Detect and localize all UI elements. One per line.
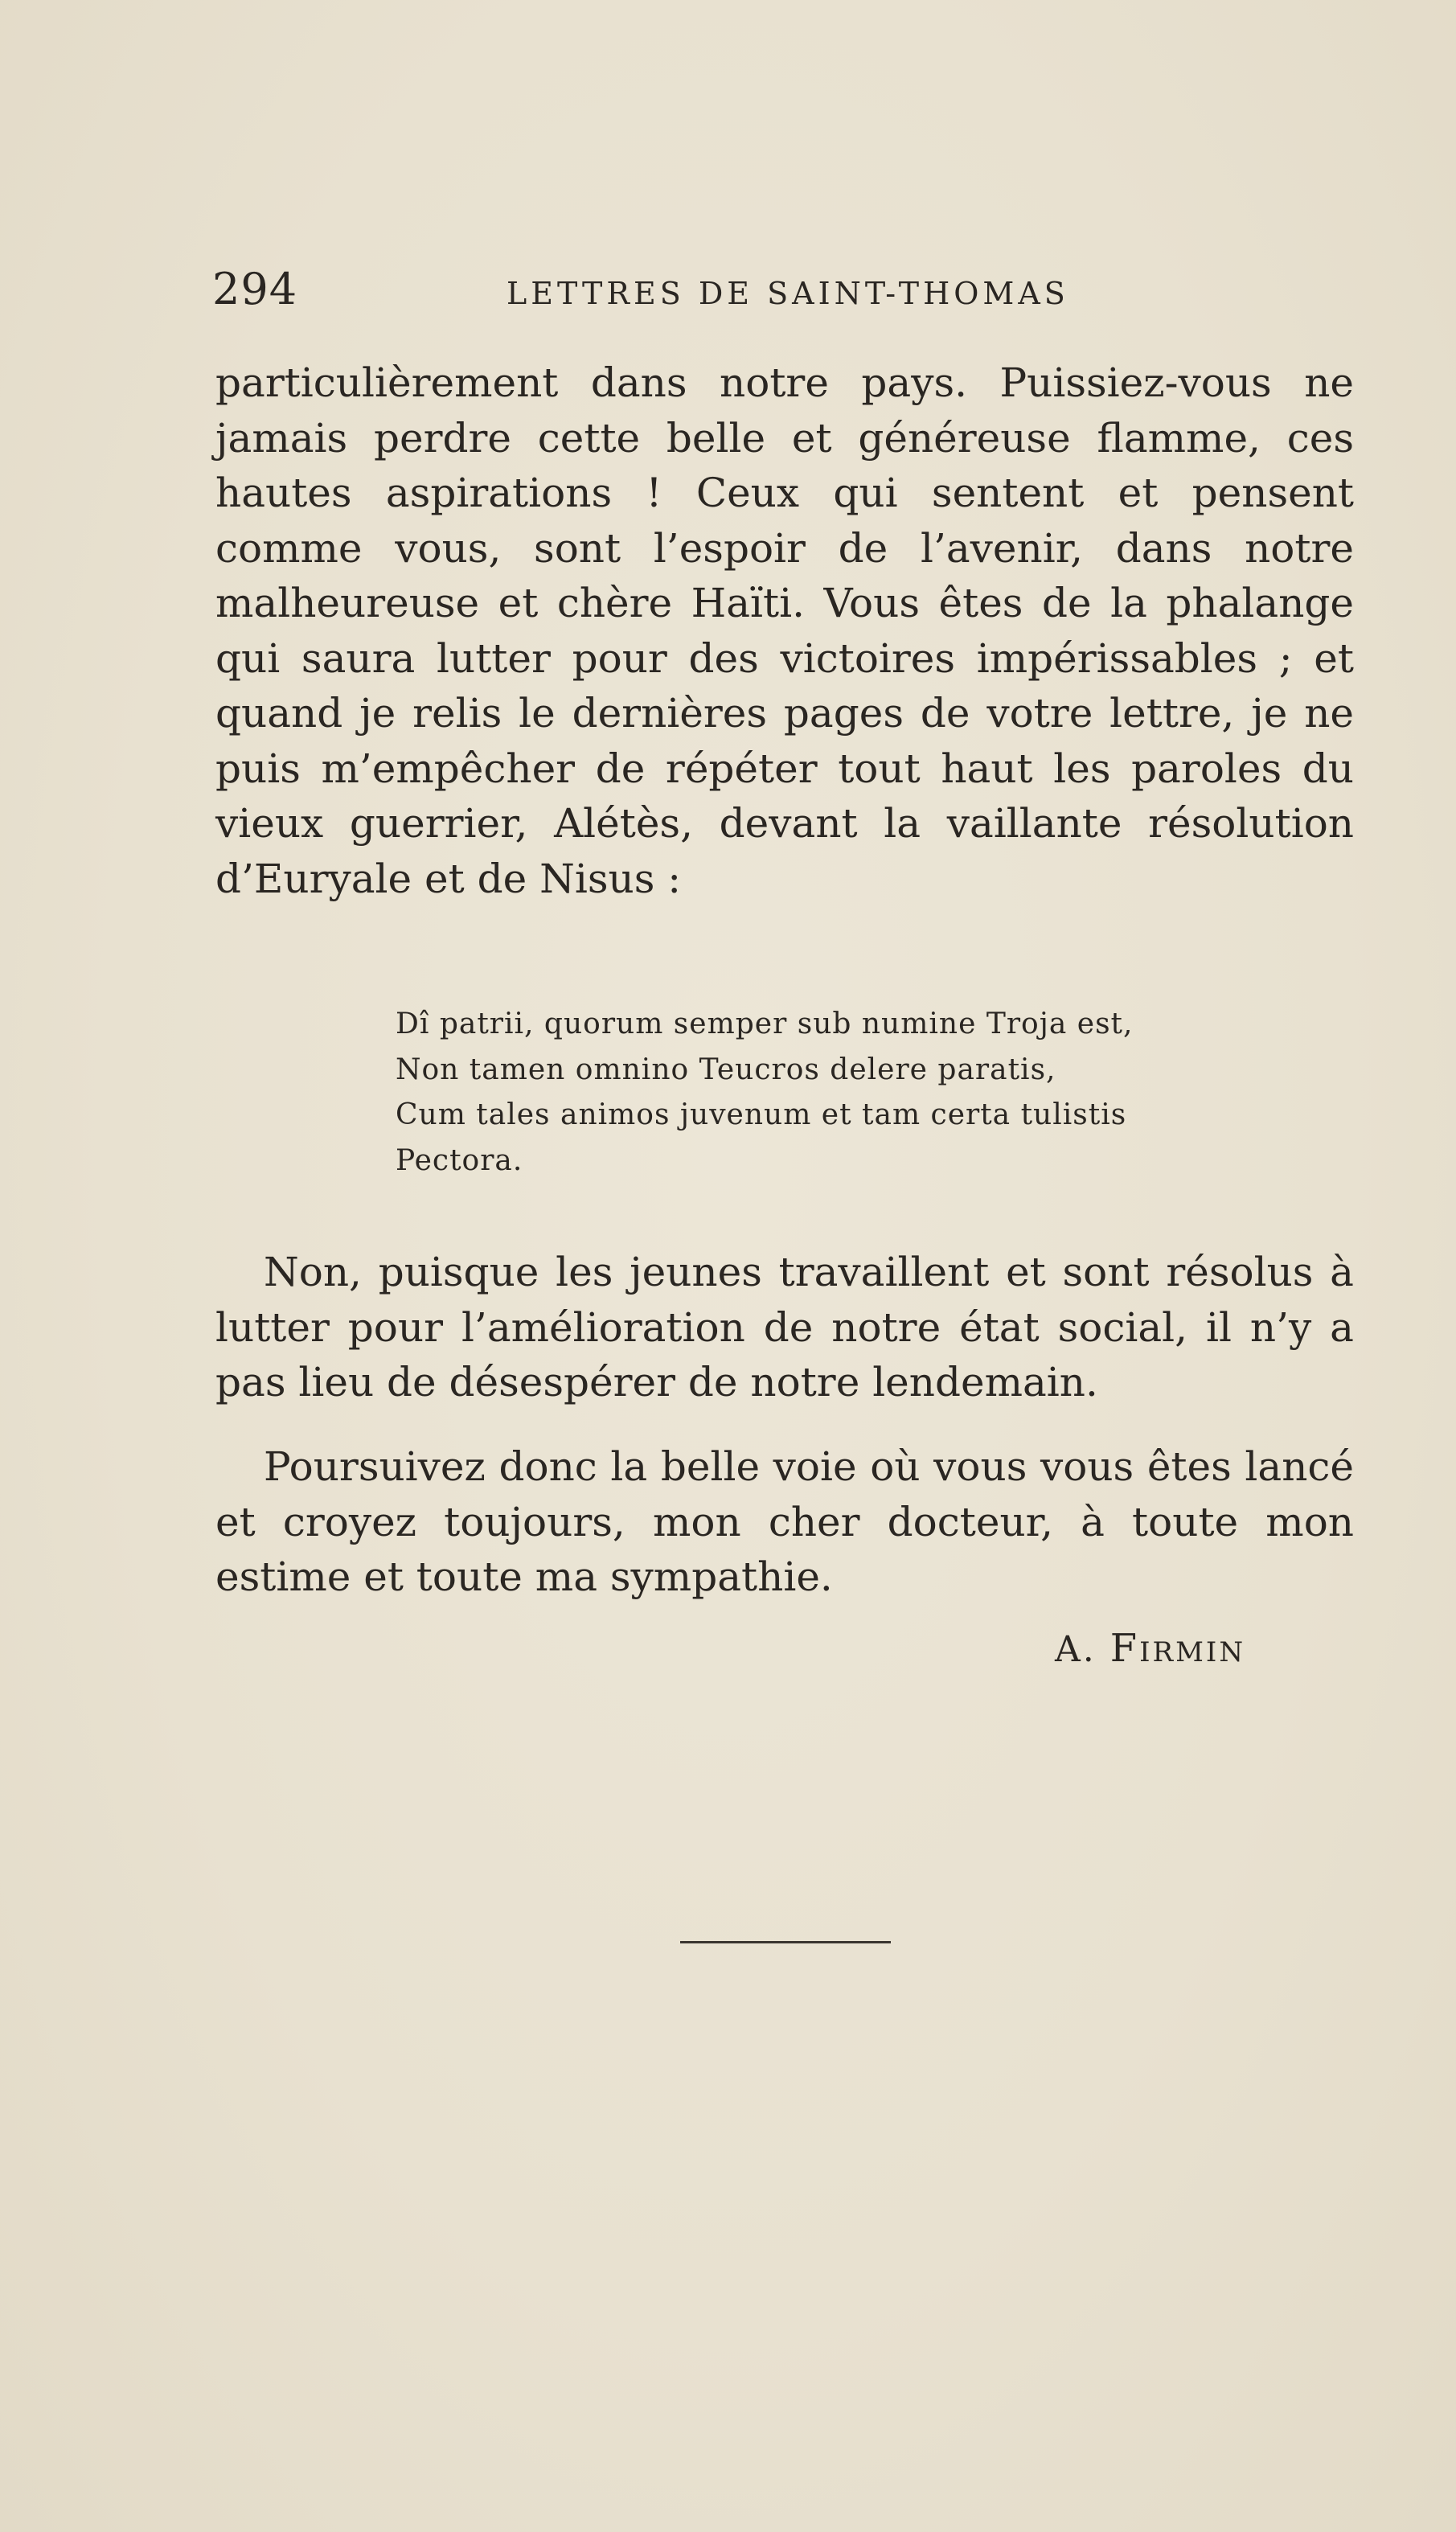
verse-line: Cum tales animos juvenum et tam certa tulistis bbox=[396, 1098, 1127, 1131]
signature-initial: A. bbox=[1055, 1629, 1097, 1670]
signature bbox=[1055, 1624, 1245, 1676]
latin-verse-quote bbox=[396, 1002, 1280, 1184]
paragraph-2: Non, puisque les jeunes travaillent et sont résolus à lutter pour l’amélioration de notre état social, il n’y a pas lieu de désespérer de notre lendemain. bbox=[215, 1249, 1354, 1406]
paragraph-3: Poursuivez donc la belle voie où vous vous êtes lancé et croyez toujours, mon cher docteur, à toute mon estime et toute ma sympathie. bbox=[215, 1443, 1354, 1600]
page-header bbox=[212, 264, 1069, 314]
end-divider-rule bbox=[680, 1941, 891, 1943]
running-title: LETTRES DE SAINT-THOMAS bbox=[507, 276, 1069, 311]
verse-line: Pectora. bbox=[396, 1143, 523, 1177]
page-number: 294 bbox=[212, 264, 298, 314]
verse-line: Non tamen omnino Teucros delere paratis, bbox=[396, 1053, 1056, 1086]
verse-line: Dî patrii, quorum semper sub numine Troja est, bbox=[396, 1007, 1134, 1040]
paragraph-1: particulièrement dans notre pays. Puissiez-vous ne jamais perdre cette belle et généreuse flamme, ces hautes aspirations ! Ceux qui sentent et pensent comme vous, sont l’espoir de l’avenir, dans notre malheureuse et chère Haïti. Vous êtes de la phalange qui saura lutter pour des victoires impérissables ; et quand je relis le dernières pages de votre lettre, je ne puis m’empêcher de répéter tout haut les paroles du vieux guerrier, Alétès, devant la vaillante résolution d’Euryale et de Nisus : bbox=[215, 359, 1354, 902]
signature-surname-rest: IRMIN bbox=[1139, 1636, 1246, 1668]
signature-surname-initial: F bbox=[1109, 1626, 1140, 1671]
